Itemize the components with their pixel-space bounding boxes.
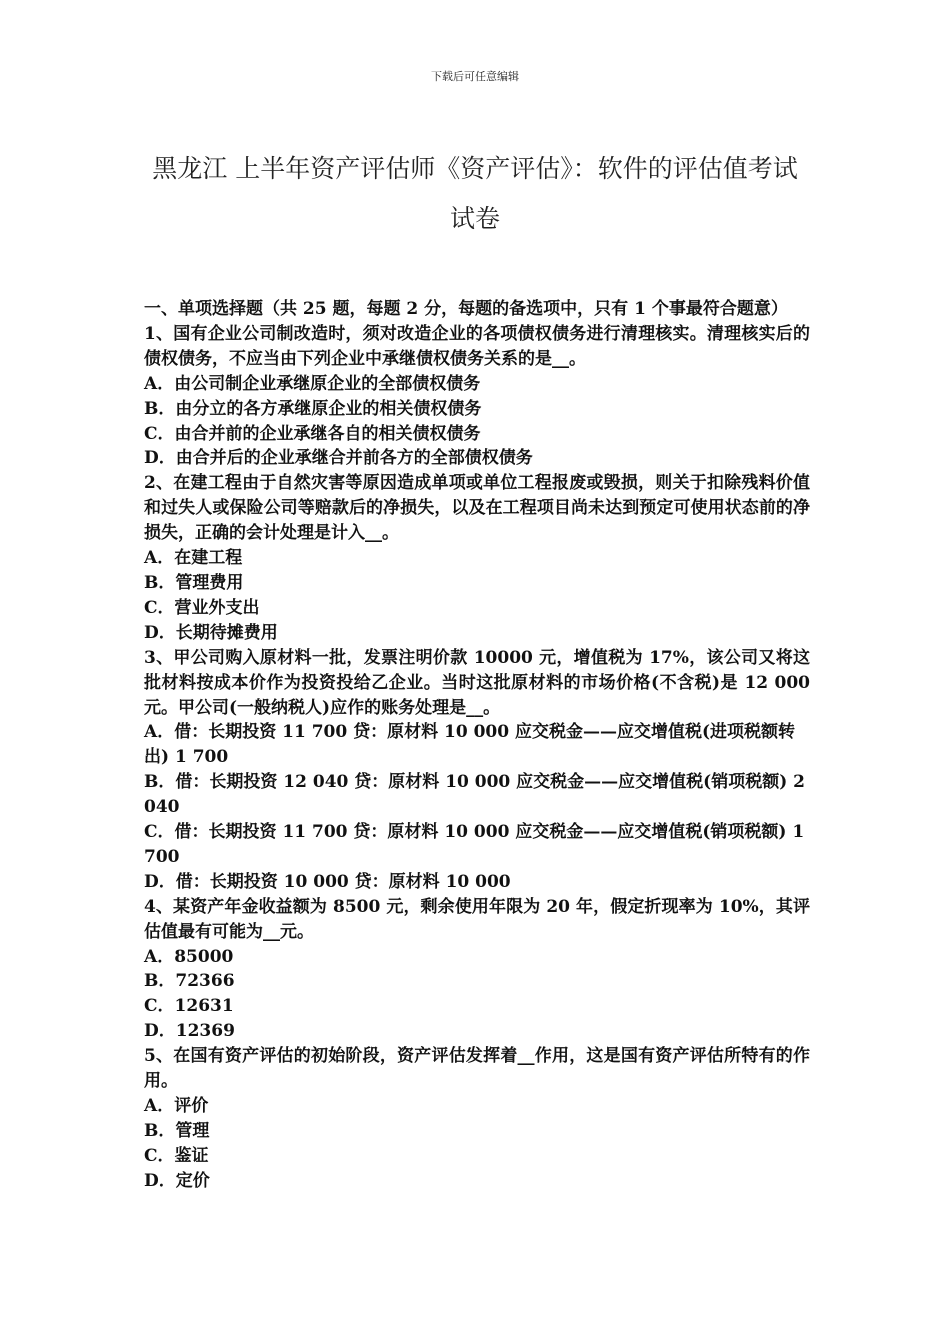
option-text: 由公司制企业承继原企业的全部债权债务 — [174, 373, 481, 394]
question-1 — [144, 322, 810, 471]
option-c — [144, 994, 810, 1019]
option-letter: D． — [144, 871, 176, 892]
option-text: 12369 — [175, 1021, 235, 1042]
question-stem: 5、在国有资产评估的初始阶段，资产评估发挥着__作用，这是国有资产评估所特有的作用。 — [144, 1046, 810, 1092]
option-text: 评价 — [174, 1096, 209, 1116]
option-text: 85000 — [174, 946, 234, 967]
question-stem: 1、国有企业公司制改造时，须对改造企业的各项债权债务进行清理核实。清理核实后的债权债务，不应当由下列企业中承继债权债务关系的是__。 — [144, 323, 810, 369]
option-a — [144, 1094, 810, 1119]
option-text: 定价 — [175, 1170, 210, 1191]
question-stem: 2、在建工程由于自然灾害等原因造成单项或单位工程报废或毁损，则关于扣除残料价值和过失人或保险公司等赔款后的净损失，以及在工程项目尚未达到预定可使用状态前的净损失，正确的会计处理是计入__。 — [144, 473, 810, 544]
option-letter: C． — [144, 597, 175, 618]
option-text: 借：长期投资 11 700 贷：原材料 10 000 应交税金——应交增值税(进项税额转出) 1 700 — [144, 722, 796, 768]
exam-content — [144, 297, 810, 1194]
option-text: 长期待摊费用 — [175, 622, 278, 643]
option-letter: B． — [144, 572, 176, 593]
option-letter: A． — [144, 373, 175, 394]
option-letter: B． — [144, 772, 176, 793]
option-letter: B． — [144, 971, 176, 992]
option-d — [144, 1169, 810, 1194]
header-note: 下载后可任意编辑 — [431, 70, 519, 83]
option-text: 由合并前的企业承继各自的相关债权债务 — [174, 423, 481, 444]
option-text: 营业外支出 — [174, 597, 260, 618]
option-letter: C． — [144, 423, 175, 444]
option-c — [144, 422, 810, 447]
option-text: 借：长期投资 12 040 贷：原材料 10 000 应交税金——应交增值税(销项税额) 2 040 — [144, 772, 806, 818]
option-b — [144, 397, 810, 422]
option-d — [144, 621, 810, 646]
option-a — [144, 945, 810, 970]
option-text: 由分立的各方承继原企业的相关债权债务 — [175, 398, 482, 419]
option-letter: D． — [144, 622, 176, 643]
option-letter: A． — [144, 946, 175, 967]
section-heading: 一、单项选择题（共 25 题，每题 2 分，每题的备选项中，只有 1 个事最符合题意） — [144, 299, 788, 319]
question-stem: 4、某资产年金收益额为 8500 元，剩余使用年限为 20 年，假定折现率为 10%，其评估值最有可能为__元。 — [144, 896, 810, 942]
option-letter: B． — [144, 1120, 176, 1141]
option-letter: D． — [144, 1021, 176, 1042]
option-text: 借：长期投资 11 700 贷：原材料 10 000 应交税金——应交增值税(销项税额) 1 700 — [144, 822, 805, 867]
option-b — [144, 969, 810, 994]
option-text: 由合并后的企业承继合并前各方的全部债权债务 — [175, 448, 533, 469]
option-d — [144, 870, 810, 895]
option-letter: D． — [144, 448, 176, 469]
question-4 — [144, 895, 810, 1044]
option-a — [144, 546, 810, 571]
option-letter: C． — [144, 996, 175, 1017]
option-text: 72366 — [175, 971, 235, 992]
option-text: 管理费用 — [175, 572, 244, 593]
option-text: 鉴证 — [174, 1145, 209, 1166]
option-d — [144, 1019, 810, 1044]
option-b — [144, 571, 810, 596]
question-3 — [144, 646, 810, 895]
option-b — [144, 1119, 810, 1144]
option-a — [144, 372, 810, 397]
option-letter: A． — [144, 548, 175, 569]
option-c — [144, 596, 810, 621]
option-letter: C． — [144, 822, 175, 843]
option-letter: C． — [144, 1145, 175, 1166]
option-text: 在建工程 — [174, 548, 243, 569]
option-d — [144, 446, 810, 471]
option-letter: B． — [144, 398, 176, 419]
option-letter: D． — [144, 1170, 176, 1191]
question-2 — [144, 471, 810, 645]
option-text: 12631 — [174, 996, 234, 1017]
option-text: 管理 — [175, 1120, 210, 1141]
option-c — [144, 820, 810, 870]
option-letter: A． — [144, 1096, 175, 1116]
question-stem: 3、甲公司购入原材料一批，发票注明价款 10000 元，增值税为 17%，该公司又将这批材料按成本价作为投资投给乙企业。当时这批原材料的市场价格(不含税)是 12 000 元。甲公司(一般纳税人)应作的账务处理是__。 — [144, 647, 810, 718]
option-a — [144, 720, 810, 770]
document-title: 黑龙江 上半年资产评估师《资产评估》：软件的评估值考试试卷 — [152, 154, 798, 233]
option-c — [144, 1144, 810, 1169]
option-b — [144, 770, 810, 820]
option-text: 借：长期投资 10 000 贷：原材料 10 000 — [175, 871, 511, 892]
question-5 — [144, 1044, 810, 1193]
option-letter: A． — [144, 722, 175, 743]
